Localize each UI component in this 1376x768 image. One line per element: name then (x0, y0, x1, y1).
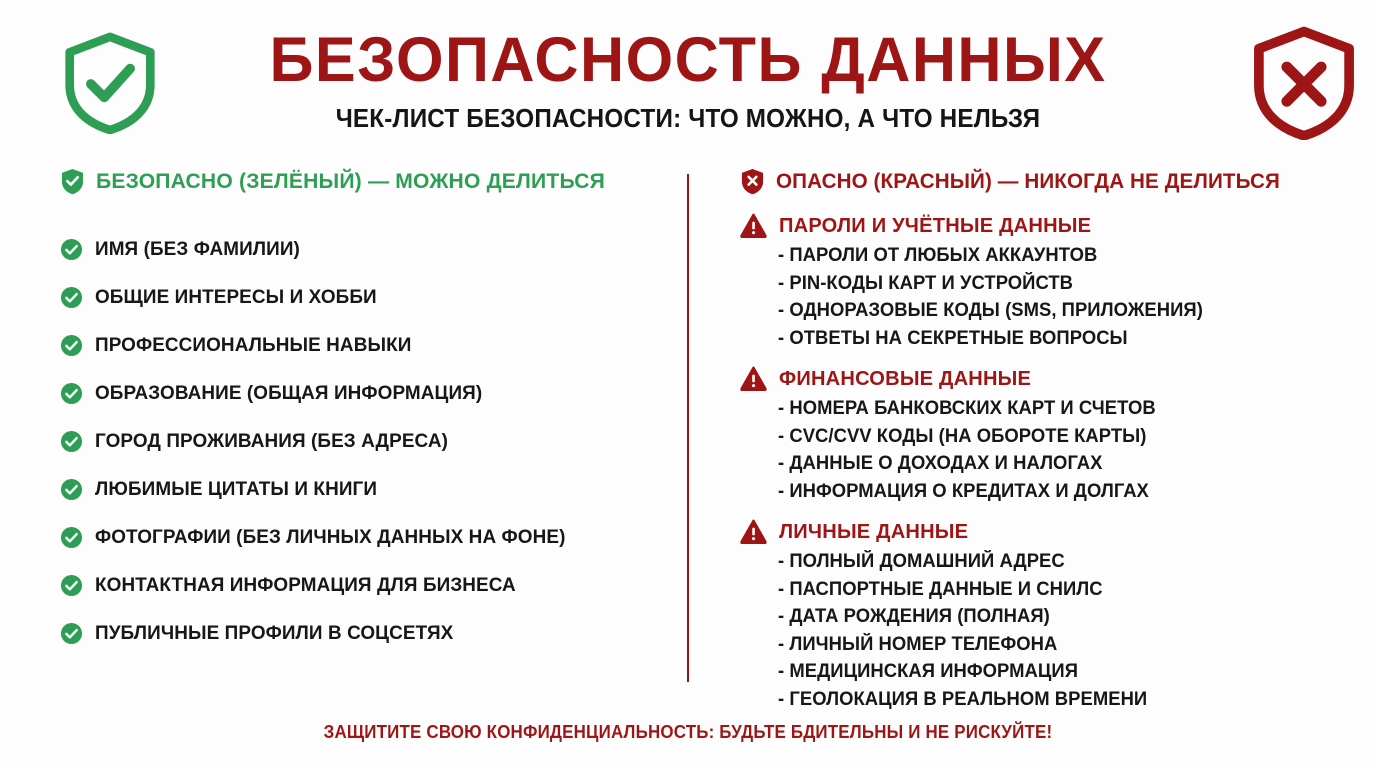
list-item (60, 225, 670, 273)
warning-triangle-icon (740, 366, 767, 391)
danger-group-title: ПАРОЛИ И УЧЁТНЫЕ ДАННЫЕ (779, 213, 1092, 237)
danger-group (740, 366, 1360, 505)
warning-triangle-icon (740, 519, 767, 544)
header (0, 0, 1376, 168)
page-title: БЕЗОПАСНОСТЬ ДАННЫХ (269, 25, 1107, 95)
check-circle-icon (60, 382, 83, 405)
danger-column-header-label: ОПАСНО (КРАСНЫЙ) — НИКОГДА НЕ ДЕЛИТЬСЯ (776, 169, 1280, 193)
check-circle-icon (60, 238, 83, 261)
list-item: - CVC/CVV КОДЫ (НА ОБОРОТЕ КАРТЫ) (778, 425, 1147, 447)
list-item-label: ПРОФЕССИОНАЛЬНЫЕ НАВЫКИ (95, 333, 412, 356)
list-item (60, 465, 670, 513)
danger-group (740, 213, 1360, 352)
danger-column-header (740, 168, 1360, 195)
list-item: - PIN-КОДЫ КАРТ И УСТРОЙСТВ (778, 272, 1074, 294)
check-circle-icon (60, 574, 83, 597)
list-item: - ОТВЕТЫ НА СЕКРЕТНЫЕ ВОПРОСЫ (778, 327, 1128, 349)
check-circle-icon (60, 430, 83, 453)
danger-group-header (740, 213, 1360, 238)
list-item-label: ИМЯ (БЕЗ ФАМИЛИИ) (95, 237, 300, 260)
page-subtitle: ЧЕК-ЛИСТ БЕЗОПАСНОСТИ: ЧТО МОЖНО, А ЧТО НЕЛЬЗЯ (335, 105, 1041, 133)
danger-group-list (740, 395, 1360, 505)
check-circle-icon (60, 622, 83, 645)
shield-x-badge-icon (740, 168, 765, 195)
list-item-label: КОНТАКТНАЯ ИНФОРМАЦИЯ ДЛЯ БИЗНЕСА (95, 573, 516, 596)
list-item-label: ОБЩИЕ ИНТЕРЕСЫ И ХОББИ (95, 285, 377, 308)
header-titles (0, 25, 1376, 134)
list-item: - ИНФОРМАЦИЯ О КРЕДИТАХ И ДОЛГАХ (778, 480, 1149, 502)
list-item (60, 321, 670, 369)
danger-group-list (740, 242, 1360, 352)
list-item-label: ОБРАЗОВАНИЕ (ОБЩАЯ ИНФОРМАЦИЯ) (95, 381, 483, 404)
danger-column (740, 168, 1360, 713)
list-item (60, 369, 670, 417)
shield-check-badge-icon (60, 168, 85, 195)
list-item: - ДАННЫЕ О ДОХОДАХ И НАЛОГАХ (778, 453, 1103, 474)
list-item: - ПАСПОРТНЫЕ ДАННЫЕ И СНИЛС (778, 578, 1103, 600)
list-item: - ДАТА РОЖДЕНИЯ (ПОЛНАЯ) (778, 606, 1050, 627)
list-item (60, 609, 670, 657)
list-item-label: ФОТОГРАФИИ (БЕЗ ЛИЧНЫХ ДАННЫХ НА ФОНЕ) (95, 525, 566, 548)
check-circle-icon (60, 526, 83, 549)
danger-group-title: ФИНАНСОВЫЕ ДАННЫЕ (779, 366, 1032, 390)
list-item-label: ЛЮБИМЫЕ ЦИТАТЫ И КНИГИ (95, 477, 378, 500)
list-item: - МЕДИЦИНСКАЯ ИНФОРМАЦИЯ (778, 661, 1078, 682)
danger-group-list (740, 548, 1360, 713)
list-item: - ЛИЧНЫЙ НОМЕР ТЕЛЕФОНА (778, 633, 1058, 655)
danger-group-header (740, 366, 1360, 391)
list-item: - ГЕОЛОКАЦИЯ В РЕАЛЬНОМ ВРЕМЕНИ (778, 688, 1148, 710)
list-item: - ПАРОЛИ ОТ ЛЮБЫХ АККАУНТОВ (778, 245, 1098, 266)
list-item: - ОДНОРАЗОВЫЕ КОДЫ (SMS, ПРИЛОЖЕНИЯ) (778, 300, 1203, 321)
footer-message: ЗАЩИТИТЕ СВОЮ КОНФИДЕНЦИАЛЬНОСТЬ: БУДЬТЕ БДИТЕЛЬНЫ И НЕ РИСКУЙТЕ! (323, 722, 1053, 742)
danger-group-title: ЛИЧНЫЕ ДАННЫЕ (779, 519, 969, 543)
warning-triangle-icon (740, 213, 767, 238)
check-circle-icon (60, 478, 83, 501)
list-item: - НОМЕРА БАНКОВСКИХ КАРТ И СЧЕТОВ (778, 398, 1156, 419)
list-item (60, 273, 670, 321)
list-item (60, 513, 670, 561)
list-item: - ПОЛНЫЙ ДОМАШНИЙ АДРЕС (778, 551, 1065, 572)
content-columns (0, 168, 1376, 710)
danger-group-header (740, 519, 1360, 544)
list-item (60, 417, 670, 465)
safe-column (60, 168, 670, 657)
check-circle-icon (60, 286, 83, 309)
shield-x-icon (1250, 24, 1358, 140)
list-item (60, 561, 670, 609)
footer (0, 722, 1376, 743)
check-circle-icon (60, 334, 83, 357)
safe-column-header-label: БЕЗОПАСНО (ЗЕЛЁНЫЙ) — МОЖНО ДЕЛИТЬСЯ (96, 169, 606, 193)
safe-items-list (60, 225, 670, 657)
column-divider (687, 174, 689, 682)
safe-column-header (60, 168, 670, 195)
list-item-label: ГОРОД ПРОЖИВАНИЯ (БЕЗ АДРЕСА) (95, 429, 449, 452)
danger-group (740, 519, 1360, 713)
list-item-label: ПУБЛИЧНЫЕ ПРОФИЛИ В СОЦСЕТЯХ (95, 621, 454, 644)
